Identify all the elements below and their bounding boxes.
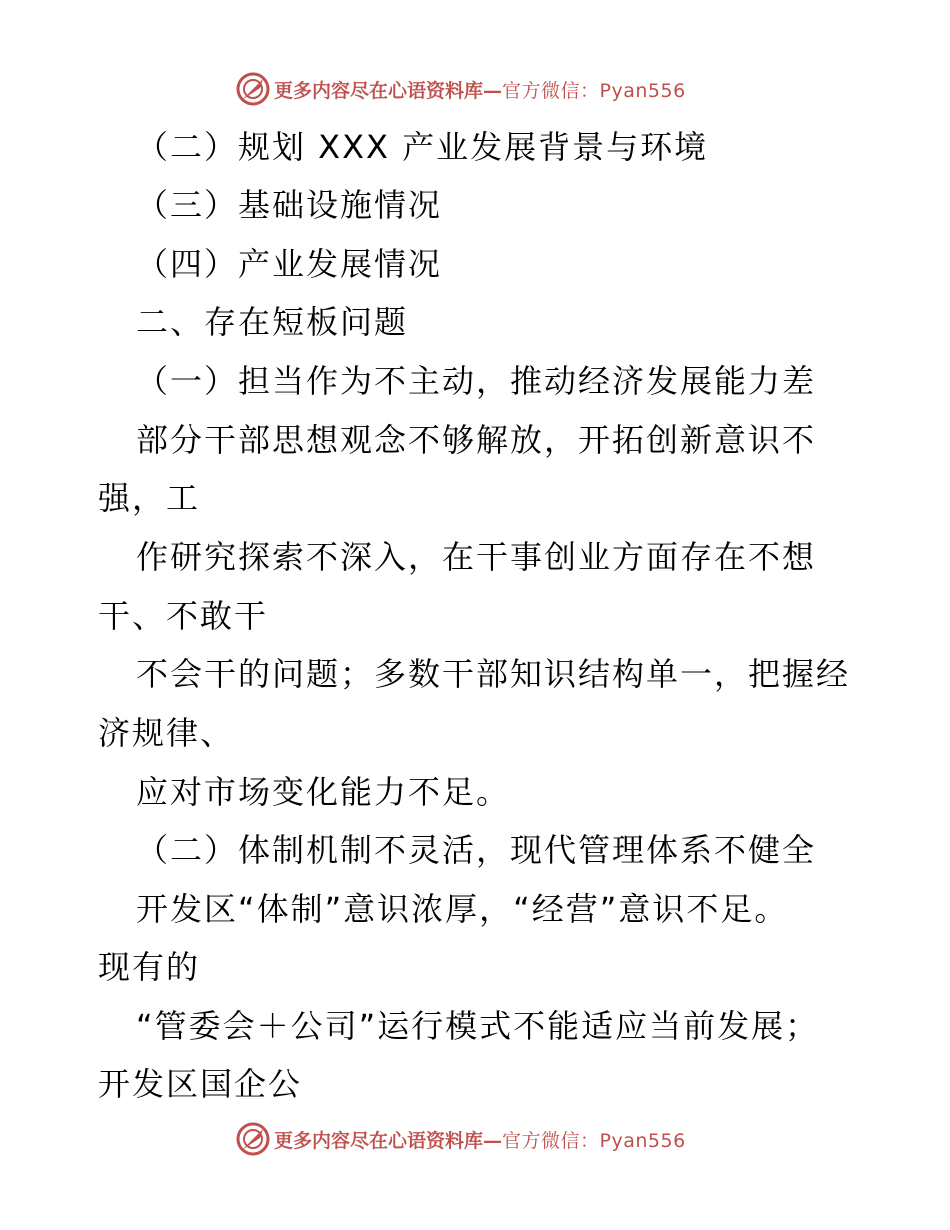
quill-logo-icon [236,72,270,106]
subsection-heading-1: （一）担当作为不主动，推动经济发展能力差 [136,362,817,400]
paragraph-line: 部分干部思想观念不够解放，开拓创新意识不 [136,421,817,459]
paragraph-line: 开发区国企公 [98,1065,303,1103]
section-heading-4: （四）产业发展情况 [136,245,443,283]
footer-banner [236,1122,686,1156]
footer-banner-title: 更多内容尽在心语资料库— [274,1129,503,1152]
header-banner [236,72,686,106]
paragraph-line: 作研究探索不深入，在干事创业方面存在不想 [136,538,817,576]
paragraph-line: 强，工 [98,479,201,517]
paragraph-line: 不会干的问题；多数干部知识结构单一，把握经 [136,655,851,693]
paragraph-line: 开发区“体制”意识浓厚，“经营”意识不足。 [136,890,789,928]
subsection-heading-2: （二）体制机制不灵活，现代管理体系不健全 [136,831,817,869]
section-heading-2: （二）规划 XXX 产业发展背景与环境 [136,128,709,166]
paragraph-line: “管委会＋公司”运行模式不能适应当前发展； [136,1007,820,1045]
header-banner-title: 更多内容尽在心语资料库— [274,79,503,102]
chapter-heading-2: 二、存在短板问题 [136,303,409,341]
footer-banner-wechat: 官方微信：Pyan556 [502,1129,686,1152]
quill-logo-icon [236,1122,270,1156]
paragraph-line: 济规律、 [98,714,235,752]
header-banner-wechat: 官方微信：Pyan556 [502,79,686,102]
paragraph-line: 现有的 [98,948,201,986]
section-heading-3: （三）基础设施情况 [136,186,443,224]
paragraph-line: 干、不敢干 [98,597,269,635]
paragraph-line: 应对市场变化能力不足。 [136,773,511,811]
